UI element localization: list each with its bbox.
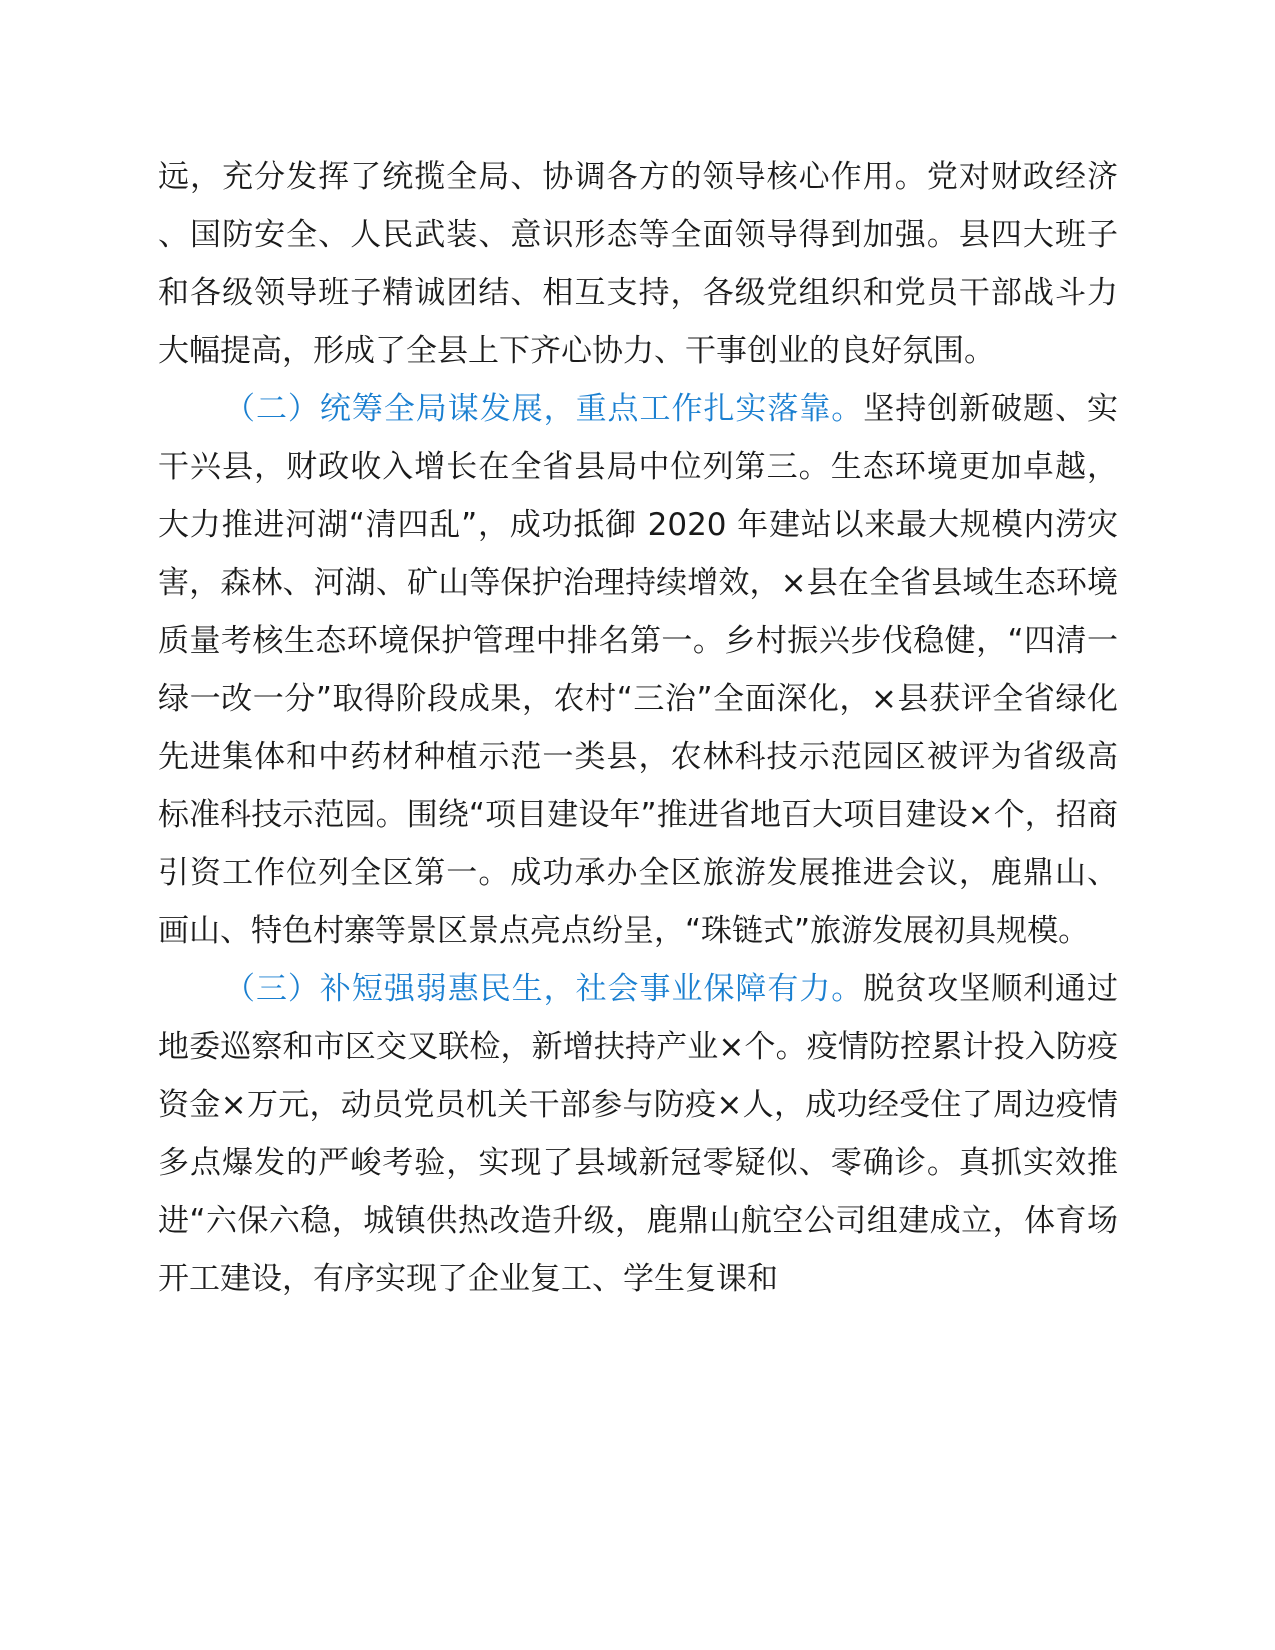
section-3-heading: （三）补短强弱惠民生，社会事业保障有力。 (224, 971, 864, 1007)
section-3-paragraph (158, 960, 1118, 1308)
paragraph-continued (158, 148, 1118, 380)
document-body (158, 148, 1118, 1308)
section-2-heading: （二）统筹全局谋发展，重点工作扎实落靠。 (224, 391, 864, 427)
paragraph-1-text: 远，充分发挥了统揽全局、协调各方的领导核心作用。党对财政经济、国防安全、人民武装、意识形态等全面领导得到加强。县四大班子和各级领导班子精诚团结、相互支持，各级党组织和党员干部战斗力大幅提高，形成了全县上下齐心协力、干事创业的良好氛围。 (158, 159, 1118, 369)
section-2-paragraph (158, 380, 1118, 960)
section-2-body: 坚持创新破题、实干兴县，财政收入增长在全省县局中位列第三。生态环境更加卓越，大力推进河湖“清四乱”，成功抵御 2020 年建站以来最大规模内涝灾害，森林、河湖、矿山等保护治理持续增效，×县在全省县域生态环境质量考核生态环境保护管理中排名第一。乡村振兴步伐稳健，“四清一绿一改一分”取得阶段成果，农村“三治”全面深化，×县获评全省绿化先进集体和中药材种植示范一类县，农林科技示范园区被评为省级高标准科技示范园。围绕“项目建设年”推进省地百大项目建设×个，招商引资工作位列全区第一。成功承办全区旅游发展推进会议，鹿鼎山、画山、特色村寨等景区景点亮点纷呈，“珠链式”旅游发展初具规模。 (158, 391, 1119, 949)
section-3-body: 脱贫攻坚顺利通过地委巡察和市区交叉联检，新增扶持产业×个。疫情防控累计投入防疫资金×万元，动员党员机关干部参与防疫×人，成功经受住了周边疫情多点爆发的严峻考验，实现了县域新冠零疑似、零确诊。真抓实效推进“六保六稳，城镇供热改造升级，鹿鼎山航空公司组建成立，体育场开工建设，有序实现了企业复工、学生复课和 (158, 971, 1119, 1297)
